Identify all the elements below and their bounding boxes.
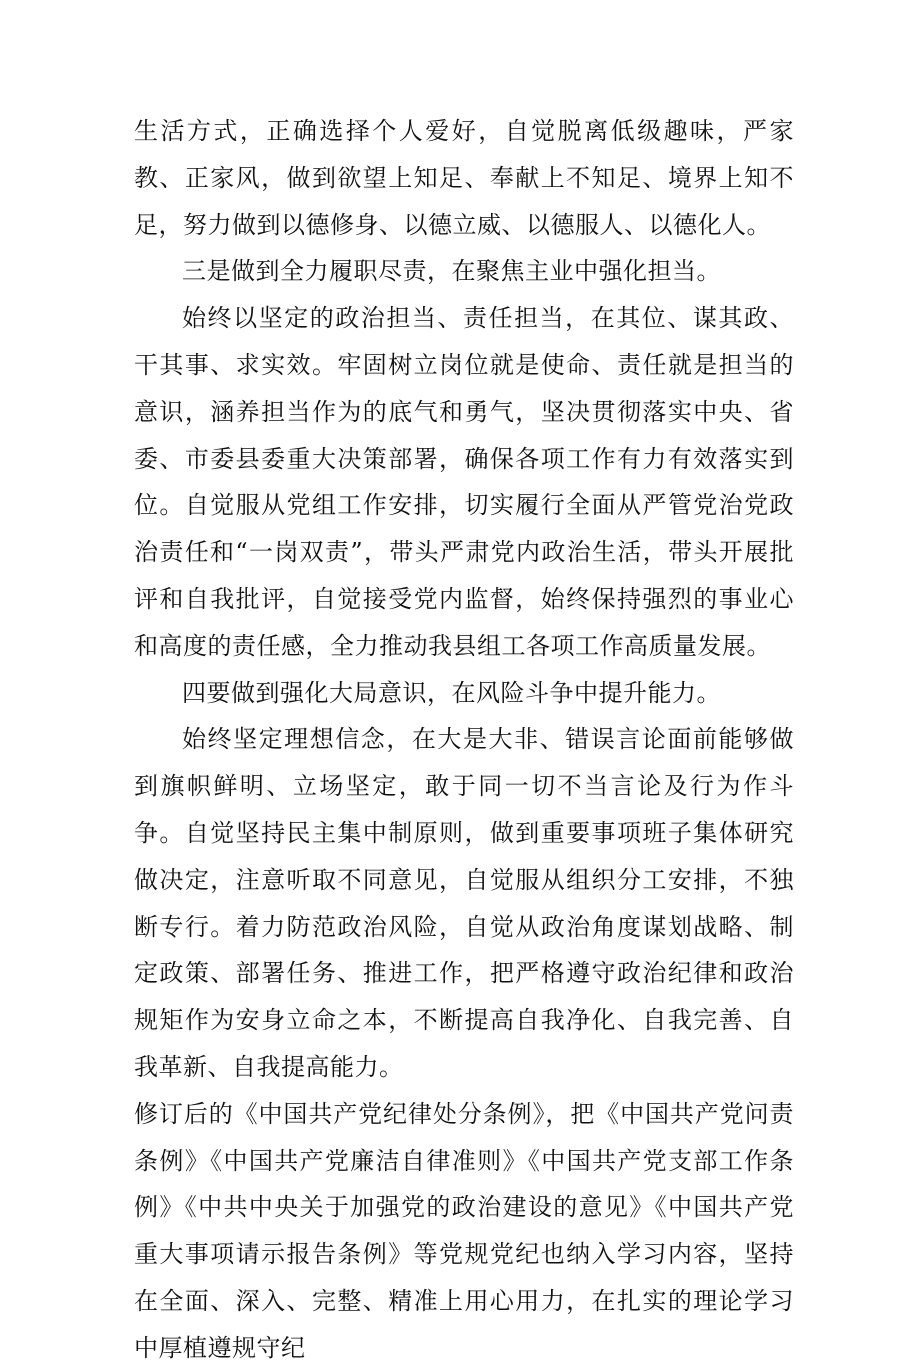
paragraph-risk-struggle: 始终坚定理想信念，在大是大非、错误言论面前能够做到旗帜鲜明、立场坚定，敢于同一切不当言论及行为作斗争。自觉坚持民主集中制原则，做到重要事项班子集体研究做决定，注意听取不同意见，自觉服从组织分工安排，不独断专行。着力防范政治风险，自觉从政治角度谋划战略、制定政策、部署任务、推进工作，把严格遵守政治纪律和政治规矩作为安身立命之本，不断提高自我净化、自我完善、自我革新、自我提高能力。: [134, 725, 794, 1081]
heading-point-four: 四要做到强化大局意识，在风险斗争中提升能力。: [182, 678, 721, 707]
paragraph-responsibility: 始终以坚定的政治担当、责任担当，在其位、谋其政、干其事、求实效。牢固树立岗位就是使命、责任就是担当的意识，涵养担当作为的底气和勇气，坚决贯彻落实中央、省委、市委县委重大决策部署，确保各项工作有力有效落实到位。自觉服从党组工作安排，切实履行全面从严管党治党政治责任和“一岗双责”，带头严肃党内政治生活，带头开展批评和自我批评，自觉接受党内监督，始终保持强烈的事业心和高度的责任感，全力推动我县组工各项工作高质量发展。: [134, 304, 794, 660]
paragraph-continued-lifestyle: 生活方式，正确选择个人爱好，自觉脱离低级趣味，严家教、正家风，做到欲望上知足、奉献上不知足、境界上知不足，努力做到以德修身、以德立威、以德服人、以德化人。: [134, 117, 794, 239]
document-body: [134, 108, 794, 1372]
heading-point-three: 三是做到全力履职尽责，在聚焦主业中强化担当。: [182, 257, 721, 286]
paragraph-revised-regulations: 修订后的《中国共产党纪律处分条例》，把《中国共产党问责条例》《中国共产党廉洁自律准则》《中国共产党支部工作条例》《中共中央关于加强党的政治建设的意见》《中国共产党重大事项请示报告条例》等党规党纪也纳入学习内容，坚持在全面、深入、完整、精准上用心用力，在扎实的理论学习中厚植遵规守纪: [134, 1099, 794, 1362]
